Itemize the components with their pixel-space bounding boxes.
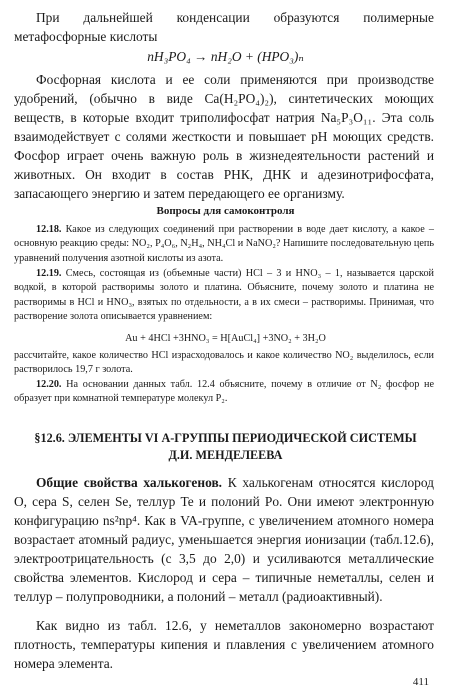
paragraph-chalcogens-general (14, 473, 434, 606)
question-12-20 (14, 378, 434, 407)
paragraph-body: К халькогенам относятся кислород O, сера S, селен Se, теллур Te и полоний Po. Они имеют электронную конфигурацию ns²np⁴. Как в VA-группе, с увеличением атомного номера возрастает атомный радиус, уменьшается энергия ионизации (табл.12.6), электроотрицательность (с 3,5 до 2,0) и усиливаются металлические свойства элементов. Кислород и сера – типичные неметаллы, селен и теллур – полупроводники, а полоний – металл (радиоактивный). (14, 475, 434, 604)
paragraph-metaphosphoric: При дальнейшей конденсации образуются полимерные метафосфорные кислоты (14, 10, 434, 44)
section-title-line-2: Д.И. МЕНДЕЛЕЕВА (168, 448, 283, 462)
page-number: 411 (412, 676, 429, 688)
paragraph-lead-in: Общие свойства халькогенов. (36, 475, 223, 490)
question-12-19 (14, 267, 434, 325)
question-number: 12.20. (36, 379, 62, 390)
question-text: Смесь, состоящая из (объемные части) HCl – 3 и HNO₃ – 1, называется царской водкой, в которой растворимы золото и платина. Объясните, почему золото и платина не растворимы в HCl и HNO₃, взятых по отдельности, а в их смеси – растворимы. Принимая, что растворение золота описывается уравнением: (14, 268, 434, 323)
self-check-heading: Вопросы для самоконтроля (156, 205, 295, 217)
question-12-18 (14, 223, 434, 266)
question-number: 12.19. (36, 268, 62, 279)
question-12-19-continuation: рассчитайте, какое количество HCl израсходовалось и какое количество NO₂ выделилось, если растворилось 19,7 г золота. (14, 350, 434, 376)
paragraph-phosphoric-acid-uses: Фосфорная кислота и ее соли применяются при производстве удобрений, (обычно в виде Ca(H₂PO₄)₂), синтетических моющих веществ, в которые входит триполифосфат натрия Na₅P₃O₁₁. Эта соль взаимодействует с солями жесткости и повышает pH моющих средств. Фосфор играет очень важную роль в жизнедеятельности растений и животных. Он входит в состав РНК, ДНК и адезинотрифосфата, запасающего энергию и затем передающего ее организму. (14, 72, 434, 201)
section-title-line-1: §12.6. ЭЛЕМЕНТЫ VI А-ГРУППЫ ПЕРИОДИЧЕСКОЙ СИСТЕМЫ (34, 431, 417, 445)
equation-gold-dissolution: Au + 4HCl +3HNO₃ = H[AuCl₄] +3NO₂ + 3H₂O (125, 333, 326, 344)
question-text: На основании данных табл. 12.4 объясните, почему в отличие от N₂ фосфор не образует при комнатной температуре молекул P₂. (14, 379, 434, 405)
question-text: Какое из следующих соединений при растворении в воде дает кислоту, а какое – основную реакцию среды: NO₂, P₄O₆, N₂H₄, NH₄Cl и NaNO₂? Напишите последовательную цепь уравнений получения азотной кислоты из азота. (14, 224, 434, 264)
question-number: 12.18. (36, 224, 62, 235)
paragraph-nonmetal-trends: Как видно из табл. 12.6, у неметаллов закономерно возрастают плотность, температуры кипения и плавления с увеличением атомного номера элемента. (14, 618, 434, 671)
equation-condensation: nH₃PO₄ → nH₂O + (HPO₃)ₙ (147, 49, 304, 64)
